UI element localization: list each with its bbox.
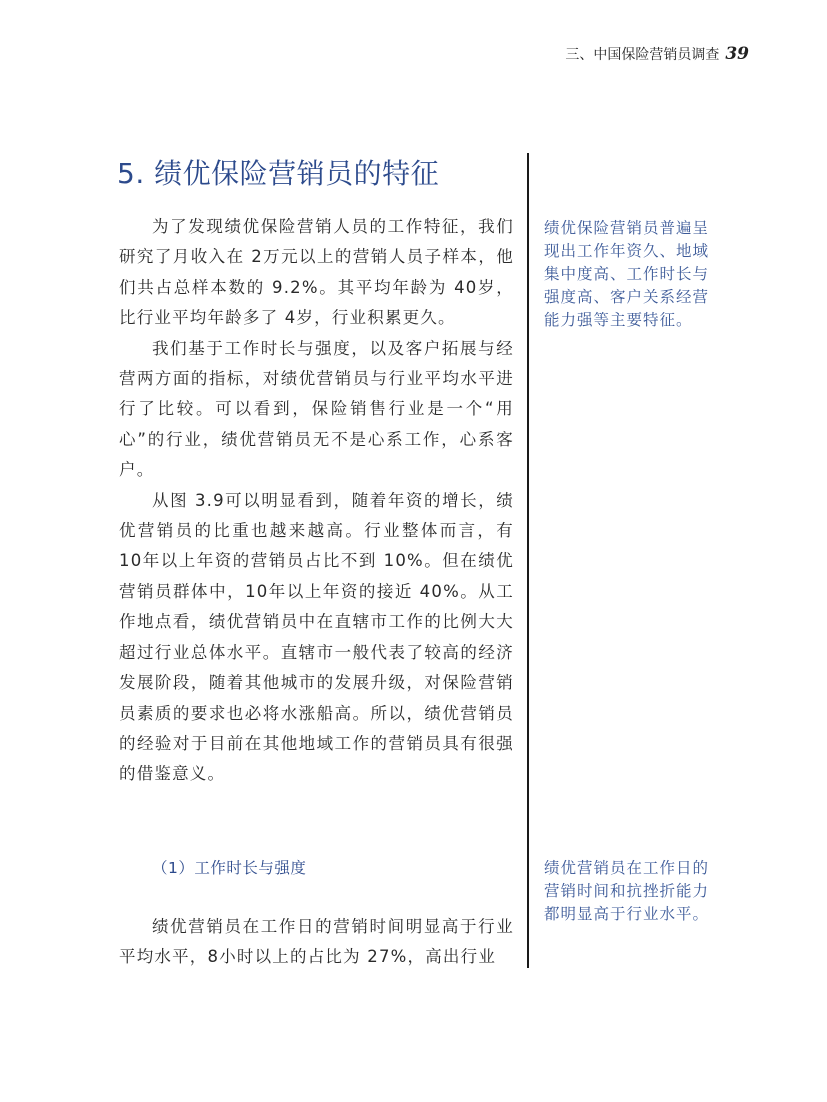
page-number: 39	[725, 44, 749, 64]
chapter-title: 三、中国保险营销员调查	[565, 47, 720, 63]
column-divider	[527, 153, 529, 968]
sidebar-note-1: 绩优保险营销员普遍呈现出工作年资久、地域集中度高、工作时长与强度高、客户关系经营能力强等主要特征。	[544, 219, 710, 329]
paragraph-1: 为了发现绩优保险营销人员的工作特征，我们研究了月收入在 2万元以上的营销人员子样本，他们共占总样本数的 9.2%。其平均年龄为 40岁，比行业平均年龄多了 4岁，行业积累更久。	[119, 217, 514, 328]
paragraph-2: 我们基于工作时长与强度，以及客户拓展与经营两方面的指标，对绩优营销员与行业平均水平进行了比较。可以看到，保险销售行业是一个“用心”的行业，绩优营销员无不是心系工作，心系客户。	[119, 338, 514, 480]
subsection-body	[119, 912, 514, 973]
paragraph-3: 从图 3.9可以明显看到，随着年资的增长，绩优营销员的比重也越来越高。行业整体而言，有 10年以上年资的营销员占比不到 10%。但在绩优营销员群体中，10年以上年资的接近 40%。从工作地点看，绩优营销员中在直辖市工作的比例大大超过行业总体水平。直辖市一般代表了较高的经济发展阶段，随着其他城市的发展升级，对保险营销员素质的要求也必将水涨船高。所以，绩优营销员的经验对于目前在其他地域工作的营销员具有很强的借鉴意义。	[119, 490, 514, 784]
subsection-title: （1）工作时长与强度	[152, 859, 307, 877]
subsection-paragraph: 绩优营销员在工作日的营销时间明显高于行业平均水平，8小时以上的占比为 27%，高出行业	[119, 917, 514, 967]
sidebar-note-2: 绩优营销员在工作日的营销时间和抗挫折能力都明显高于行业水平。	[544, 859, 710, 923]
main-body	[119, 212, 514, 790]
section-title: 5. 绩优保险营销员的特征	[117, 157, 440, 190]
running-header	[565, 44, 749, 64]
